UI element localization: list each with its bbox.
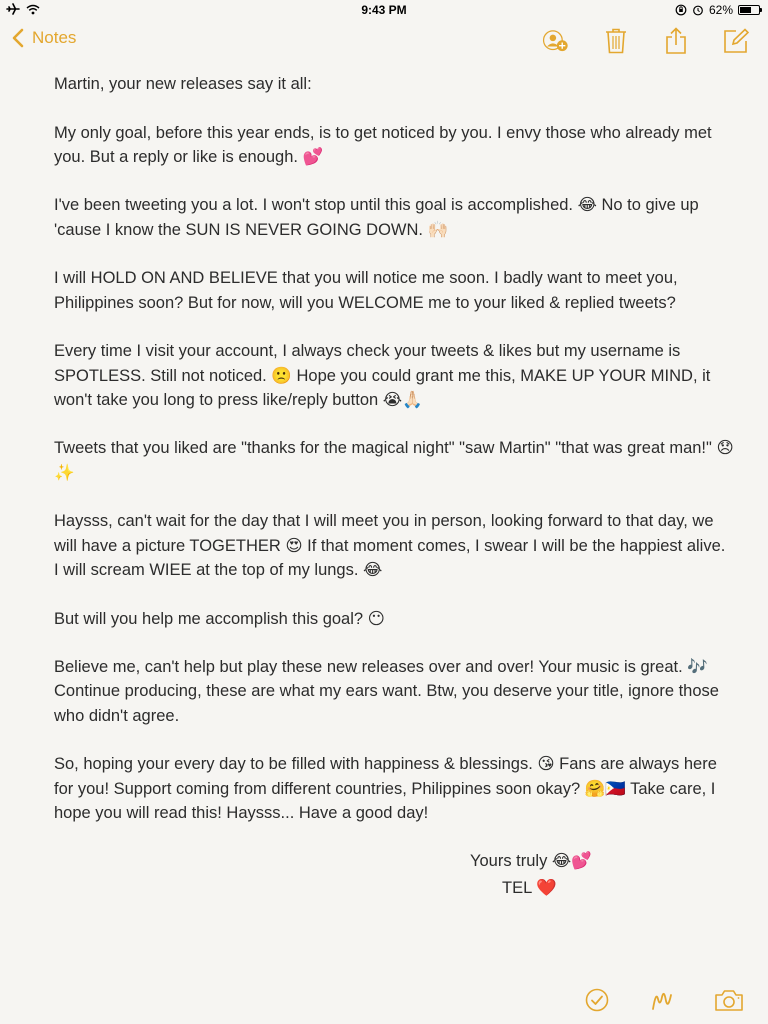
signature bbox=[470, 848, 592, 902]
orientation-lock-icon bbox=[675, 4, 687, 16]
bottom-toolbar bbox=[582, 986, 744, 1014]
camera-button[interactable] bbox=[714, 986, 744, 1014]
alarm-icon bbox=[692, 4, 704, 16]
note-paragraph: Haysss, can't wait for the day that I will meet you in person, looking forward to that day, we will have a picture TOGETHER 😍 If that moment comes, I swear I will be the happiest alive. I will scream WIEE at the top of my lungs. 😂 bbox=[54, 512, 726, 579]
share-button[interactable] bbox=[662, 26, 690, 56]
battery-percent: 62% bbox=[708, 3, 733, 17]
nav-actions bbox=[542, 26, 750, 56]
signature-line: Yours truly 😂💕 bbox=[470, 852, 592, 870]
note-paragraph: My only goal, before this year ends, is to get noticed by you. I envy those who already met you. But a reply or like is enough. 💕 bbox=[54, 123, 712, 166]
trash-icon bbox=[605, 28, 627, 54]
status-time: 9:43 PM bbox=[361, 3, 407, 17]
compose-icon bbox=[723, 28, 749, 54]
sketch-icon bbox=[650, 987, 676, 1013]
back-button[interactable] bbox=[12, 28, 76, 48]
chevron-left-icon bbox=[12, 28, 24, 48]
sketch-button[interactable] bbox=[648, 986, 678, 1014]
camera-icon bbox=[714, 988, 744, 1012]
note-paragraph: But will you help me accomplish this goal? 😶 bbox=[54, 609, 385, 628]
note-body[interactable] bbox=[54, 72, 734, 850]
battery-level bbox=[740, 7, 751, 13]
checklist-button[interactable] bbox=[582, 986, 612, 1014]
note-paragraph: Tweets that you liked are "thanks for the magical night" "saw Martin" "that was great man!" 😞✨ bbox=[54, 439, 734, 482]
note-paragraph: Every time I visit your account, I always check your tweets & likes but my username is SPOTLESS. Still not noticed. 🙁 Hope you could grant me this, MAKE UP YOUR MIND, it won't take you long to press like/reply button 😭🙏🏻 bbox=[54, 342, 711, 409]
note-paragraph: So, hoping your every day to be filled with happiness & blessings. 😘 Fans are always here for you! Support coming from different countries, Philippines soon okay? 🤗🇵🇭 Take care, I hope you will read this! Haysss... Have a good day! bbox=[54, 755, 717, 822]
share-icon bbox=[665, 27, 687, 55]
signature-name: TEL ❤️ bbox=[502, 879, 557, 897]
checklist-icon bbox=[585, 988, 609, 1012]
note-paragraph: Martin, your new releases say it all: bbox=[54, 75, 312, 93]
nav-bar bbox=[0, 22, 768, 62]
person-add-button[interactable] bbox=[542, 26, 570, 56]
status-bar bbox=[0, 0, 768, 22]
person-add-icon bbox=[542, 26, 570, 56]
back-label: Notes bbox=[32, 28, 77, 47]
trash-button[interactable] bbox=[602, 26, 630, 56]
note-paragraph: Believe me, can't help but play these new releases over and over! Your music is great. 🎶 Continue producing, these are what my ears want. Btw, you deserve your title, ignore those who didn't agree. bbox=[54, 658, 719, 725]
compose-button[interactable] bbox=[722, 26, 750, 56]
note-paragraph: I've been tweeting you a lot. I won't stop until this goal is accomplished. 😂 No to give up 'cause I know the SUN IS NEVER GOING DOWN. 🙌🏻 bbox=[54, 196, 699, 239]
battery-icon bbox=[738, 5, 760, 15]
status-right bbox=[675, 3, 760, 17]
note-paragraph: I will HOLD ON AND BELIEVE that you will notice me soon. I badly want to meet you, Philippines soon? But for now, will you WELCOME me to your liked & replied tweets? bbox=[54, 269, 678, 312]
